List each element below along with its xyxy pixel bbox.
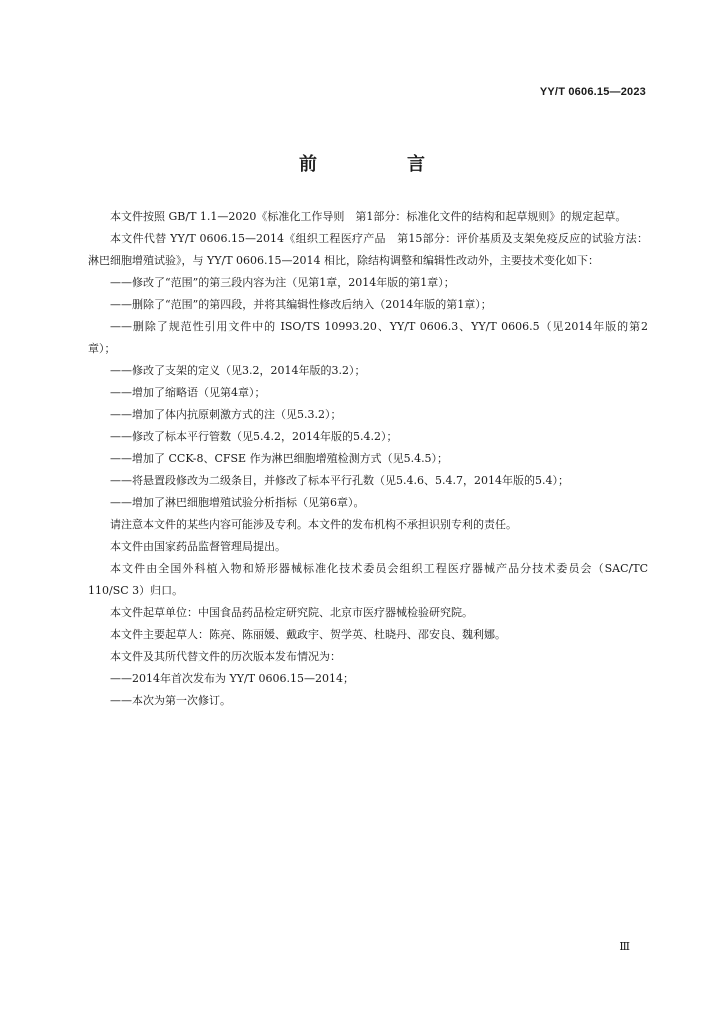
list-item: ——本次为第一次修订。 (110, 694, 231, 707)
paragraph: 本文件由国家药品监督管理局提出。 (110, 540, 286, 553)
list-item: ——将悬置段修改为二级条目，并修改了标本平行孔数（见5.4.6、5.4.7，2014年版的5.4）； (110, 474, 569, 487)
paragraph: 请注意本文件的某些内容可能涉及专利。本文件的发布机构不承担识别专利的责任。 (110, 518, 517, 531)
list-item: ——修改了标本平行管数（见5.4.2，2014年版的5.4.2）； (110, 430, 398, 443)
paragraph: 本文件按照 GB/T 1.1—2020《标准化工作导则 第1部分：标准化文件的结构和起草规则》的规定起草。 (110, 210, 627, 223)
paragraph: 本文件主要起草人：陈亮、陈丽媛、戴政宇、贺学英、杜晓丹、邵安良、魏利娜。 (110, 628, 506, 641)
page-number: Ⅲ (619, 940, 630, 953)
paragraph: 本文件代替 YY/T 0606.15—2014《组织工程医疗产品 第15部分：评价基质及支架免疫反应的试验方法：淋巴细胞增殖试验》，与 YY/T 0606.15—2014 相比，除结构调整和编辑性改动外，主要技术变化如下： (88, 232, 648, 267)
list-item: ——修改了支架的定义（见3.2，2014年版的3.2）； (110, 364, 366, 377)
list-item: ——增加了体内抗原刺激方式的注（见5.3.2）； (110, 408, 342, 421)
standard-code: YY/T 0606.15—2023 (539, 86, 646, 98)
list-item: ——删除了“范围”的第四段，并将其编辑性修改后纳入（2014年版的第1章）； (110, 298, 492, 311)
foreword-body (88, 206, 648, 712)
list-item: ——增加了淋巴细胞增殖试验分析指标（见第6章）。 (110, 496, 365, 509)
paragraph: 本文件起草单位：中国食品药品检定研究院、北京市医疗器械检验研究院。 (110, 606, 473, 619)
list-item: ——删除了规范性引用文件中的 ISO/TS 10993.20、YY/T 0606.3、YY/T 0606.5（见2014年版的第2章）； (88, 320, 648, 355)
list-item: ——2014年首次发布为 YY/T 0606.15—2014； (110, 672, 355, 685)
list-item: ——增加了缩略语（见第4章）； (110, 386, 266, 399)
list-item: ——增加了 CCK-8、CFSE 作为淋巴细胞增殖检测方式（见5.4.5）； (110, 452, 449, 465)
paragraph: 本文件及其所代替文件的历次版本发布情况为： (110, 650, 341, 663)
list-item: ——修改了“范围”的第三段内容为注（见第1章，2014年版的第1章）； (110, 276, 455, 289)
paragraph: 本文件由全国外科植入物和矫形器械标准化技术委员会组织工程医疗器械产品分技术委员会（SAC/TC 110/SC 3）归口。 (88, 562, 648, 597)
page-title: 前 言 (299, 154, 461, 175)
